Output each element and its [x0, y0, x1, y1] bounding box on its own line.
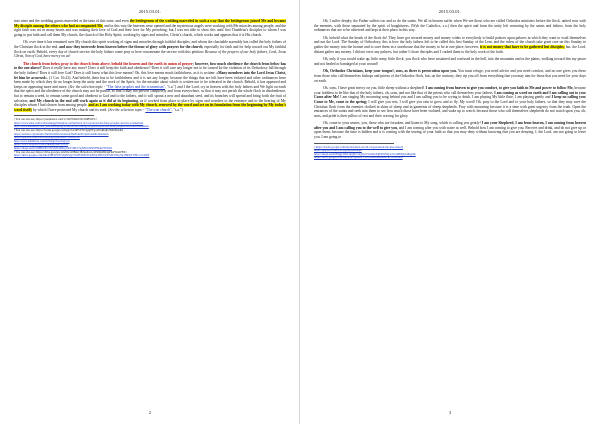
- bold-text: «Many members into the Lord Jesus Christ, let him be accursed».: [14, 70, 286, 80]
- paragraph: Oh, only if you would wake up, little army, little flock, you flock who have sustained and confused in the hell, into the mountain and in the plains, walking toward this my peace and not healed or bandaged at your wound!: [314, 57, 586, 66]
- text: Oh, over time it has remained over My church this spirit working of signs and miracles through faithful disciples, and whom the charitable assembly has called the holy fathers of the Christian flock in the end,: [14, 40, 286, 49]
- footnote-link[interactable]: http://www.fsmhm.be.com/fr/dobgvd/ve/tug/q/b: [14, 138, 70, 143]
- bold-text: I am your Shepherd, I am from heaven, I am coming from heaven after you and I am calling you to the well to give you,: [314, 121, 587, 130]
- text: by which I have protected My church and its seed. (: [31, 107, 110, 112]
- footnote-link[interactable]: https://app.box.com/s/rb8ygfaqtqdafatqdl: [314, 148, 362, 153]
- text: , "s.a.") and I the Lord, cry in heaven with the holy fathers and We fight on earth that the spirit and the obedience of the church may not be partial, so that it may not pervert completely and from everywhere, so that it may not perish the whole flock in disobedience, but to remain a seed, to remain some good and obedient to God and to the fathers, and it will sprout a new and abundant seed, and its branches will spread and bring forth the fruit of salvation,: [14, 84, 286, 103]
- paragraph: [14, 19, 286, 37]
- text: and in this way the heavens were opened and the mysterious angels were working with Me miracles among people, and the right faith was set in many hearts and was making their love of God and their love for My preaching, but I was not able to show this until first Thaddeus's disciples to whom I was going to put faith and call them My church, the church of the Holy Spirit, working by signs and miracles, Christ's church, which works and appears that it is His church.: [14, 23, 287, 37]
- text: Oh, behold what the heads of the flock do! They have got secured money and money winks to everybody to build palaces upon palaces in which they want to exalt themselves and not the Lord. The Sunday of Orthodoxy, this is how the holy fathers left to be called this first Sunday of the Lent, and the rulers of the church take great care on this Sunday to gather the money into the bonnet and to save them in a storehouse that the money to be at one place; however,: [314, 35, 586, 49]
- bold-text: and now they intercede from heaven before the throne of glory with prayers for the church: [59, 44, 203, 49]
- topic-link[interactable]: "The false prophet and the ecumenism": [106, 84, 166, 89]
- footnote-link[interactable]: https://mega.nz/#!d12HKNbV!KYIsN4Ii9nyZKV/6B/V5gSB5vmH/NHS4nZ95NP4: [14, 146, 112, 151]
- footnote[interactable]: ³ You can also see: https://drive.google.com/file/d/0B4xcf8ZpnKw1z1PtDdp8RrtgPtkPWAWBT1: [14, 149, 127, 154]
- bold-text: I am coming as word on earth and I am calling out to you: Come after Me!: [314, 90, 586, 100]
- footnote[interactable]: ¹ You can also see: https://josephanca.com/v7xb07Mu0U3GSMBWE1J: [14, 117, 97, 122]
- footnote[interactable]: ² You can also see: https://books.google.com/gp/?id=9P5YNc5gQ9Ygo4S5qRQEZ8A0MAR4: [14, 128, 123, 133]
- page-date: 2015.03.01.: [138, 9, 162, 14]
- page-number: 2: [148, 410, 152, 415]
- text: You must refuge, you need advice and you need comfort, and no one gives you these from those who call themselves bishops and priests of the Orthodox flock, but, on the contrary, they rip you off from everything that you may aim for those that you need for your days on earth.: [314, 69, 586, 83]
- paragraph: [14, 62, 286, 113]
- text: because your faithless to be like that of the holy fathers, oh, sons, and not like that of the priests who call themselves your fathers.: [314, 86, 587, 95]
- footnote-divider: [314, 143, 394, 144]
- text: I am singing My mourning song behind you and I am calling you to be crying to drink. I am playing My little flute, I am playing gently and: [339, 95, 552, 100]
- paragraph: Oh, I suffer deeply; the Father suffers too and so do the saints. We all in heaven suffer when We see those who are called Orthodox ministers before the flock, united now with the enemies, with those separated by the spirit of haughtiness. (Wyb the Catholics, s.o.) then the spirit and from the unity left venturing by the saints and fathers, from the holy ordinances that are to be observed and kept at their place in this way.: [314, 19, 586, 33]
- paragraph: [314, 69, 586, 83]
- footnotes: [14, 118, 286, 158]
- highlighted-text: the bridegroom of the wedding marveled in such a way that the bridegroom joined Me and became My disciple among the others who had accompanied Me,: [14, 19, 286, 28]
- text: Oh, come to your senses, you, those who are forsaken, and listen to My song, which is calling you gently!: [323, 121, 482, 126]
- footnote-link[interactable]: https://www.dropbox.com/s/ikanzyt4dfl5/icn/d: [14, 142, 69, 147]
- text: but, the Lord, distant gather any money. I did not erect any palaces, but rather I chose disciples and I curbed them to the holy work of the faith.: [314, 44, 587, 54]
- paragraph: [314, 86, 586, 118]
- footnote-link[interactable]: http://www.thesaints.com/_ebooks/dujung/in-the-word-coming-of-jesus-about-the-false-prophet-and-the-ecumenism: [14, 124, 149, 129]
- bold-text: I keep on calling you: Come to Me, come to the spring;: [314, 95, 586, 104]
- italic-text: See the selection topic -: [69, 84, 107, 89]
- footnotes: [314, 146, 586, 160]
- text: , especially for faith and for help toward our My faithful flock on earth. Behold, every day of church service the holy fathers come pray or here concatenate the service with this petition:: [14, 44, 286, 54]
- highlighted-text: and as I am working today with My church, renewed by the word and set on its foundation from the beginning by My today's word itself;: [14, 103, 286, 112]
- red-bold-text: The church from below pray to the church from above, behold the heaven and the earth in union of prayer: [23, 61, 193, 66]
- text: into wine and the wedding guests marveled at the taste of this wine, and even: [14, 19, 130, 23]
- text: I will give you rest, I will give you rain to grow and to fly. My word! Oh, pray to the Lord and to your holy fathers, so that they may save the Christian flock from the enemies clothed in skins of sheep and in garments of sheep shepherds. Pray with mourning because it is a time with great urgency from the truth. Open the entrances of the saints and seek into them to see how much those have been violated, and wake up to watch, because those who call themselves shepherds do not watch upon you, oh, sons, and pride is their pillow of rest and their craving for glory.: [314, 99, 586, 118]
- text: and I am coming after you with water as well. Behold how I am coming to give you. Receive and drink, and do not give up or upon them; because the time is hidden and it is coming with the tearing of your faith so that you may deny without knowing that you are denying, I, the Lord, am not going to leave you. I am going to: [314, 125, 586, 140]
- paragraph: [314, 36, 586, 54]
- text: Does it really have any more? Does it still keep the faith and obedience? Does it still care any longer not to be caused by the violation of its Orthodoxy fall through the holy fathers? Does it still love God? Does it still know what this love means? Oh, this love means much faithfulness, as it is written:: [14, 66, 286, 75]
- paragraph: [314, 121, 586, 139]
- topic-link[interactable]: "The true church": [145, 107, 172, 112]
- footnote-link[interactable]: https://www.adze.com/w/theremigpplWApfaw.onTheWord-of-God-about-the-false-prophet-and-the-ecumenism: [14, 120, 144, 125]
- bold-text: ; however, how much obedience the church from below has to the one above?: [14, 61, 286, 71]
- text: , as if worked from place to place by signs and wonders to the entrance and to the hearing of My disciples whom I had chosen from among people,: [14, 98, 286, 108]
- footnote-link[interactable]: https://drive.google.com/file/d/0BVeV8c52pP0vjp77eOFdN42TGbMvpTBw0y3LM2V8LpYq1HhXjTUHv-Cu%f8T: [14, 153, 150, 158]
- bold-text: I am coming from heaven to give you comfort, to give you faith in Me and power to follow Me,: [425, 86, 574, 91]
- page-number: 3: [448, 410, 452, 415]
- footnote-link[interactable]: https://mega.nz/#!09QgL8D!t1kgPj1GtQ2p21Wb4U2Q83Nxfl0ywJ1G9H3Npz4lbgc6k: [314, 151, 416, 156]
- footnote-link[interactable]: ⁴ https://books.google.com/ebooks/ehob-wrord-of-god-about-the-true-church: [314, 144, 404, 149]
- footnote-link[interactable]: https://drive.google.com/file/d/0B5gm8rZ73316H8MbxKlleDTktY1d8fd2xf: [314, 155, 403, 160]
- bold-text: and My church in the end will work again as it did at its beginning: [29, 98, 138, 103]
- italic-text: See the selection topic -: [109, 107, 146, 112]
- text: , "s.a."): [171, 107, 183, 112]
- right-page: [300, 0, 600, 424]
- footnote-divider: [14, 115, 94, 116]
- footnote-link[interactable]: https://archive.org/details/TheWordOfGodAboutTheFalseProphetAndEcumenism: [14, 131, 109, 136]
- bold-text: Oh, Orthodox Christians, keep your tongue!, sons, as there is persecution upon you.: [323, 69, 457, 74]
- highlighted-text: it is not money that have to be gathered but disciples,: [480, 44, 565, 49]
- footnote-link[interactable]: https://app.box.com/s/8rNb0g9ng.ktjBd5e40t7c42aajvbb: [14, 135, 80, 140]
- text: (1 Cor. 16:22). And behold, there has to be faithfulness and it is not any longer, because the things that are left have been violated and other ordinances have been made by which they do no longer keep the unity and the work of the Spirit, for the mistake about which is written not to be tolerated in the church. Behold, it has appeared and keeps on appearing more and more. (: [14, 75, 286, 89]
- italic-text: Because of the prayers of our holy fathers, Lord, Jesus Christ, Son of God, have mercy on us!: [14, 49, 286, 59]
- page-date: 2015.03.01.: [438, 9, 462, 14]
- paragraph: [14, 40, 286, 58]
- text: Oh, sons, I have great mercy on you, little sheep without a shepherd!: [323, 86, 426, 91]
